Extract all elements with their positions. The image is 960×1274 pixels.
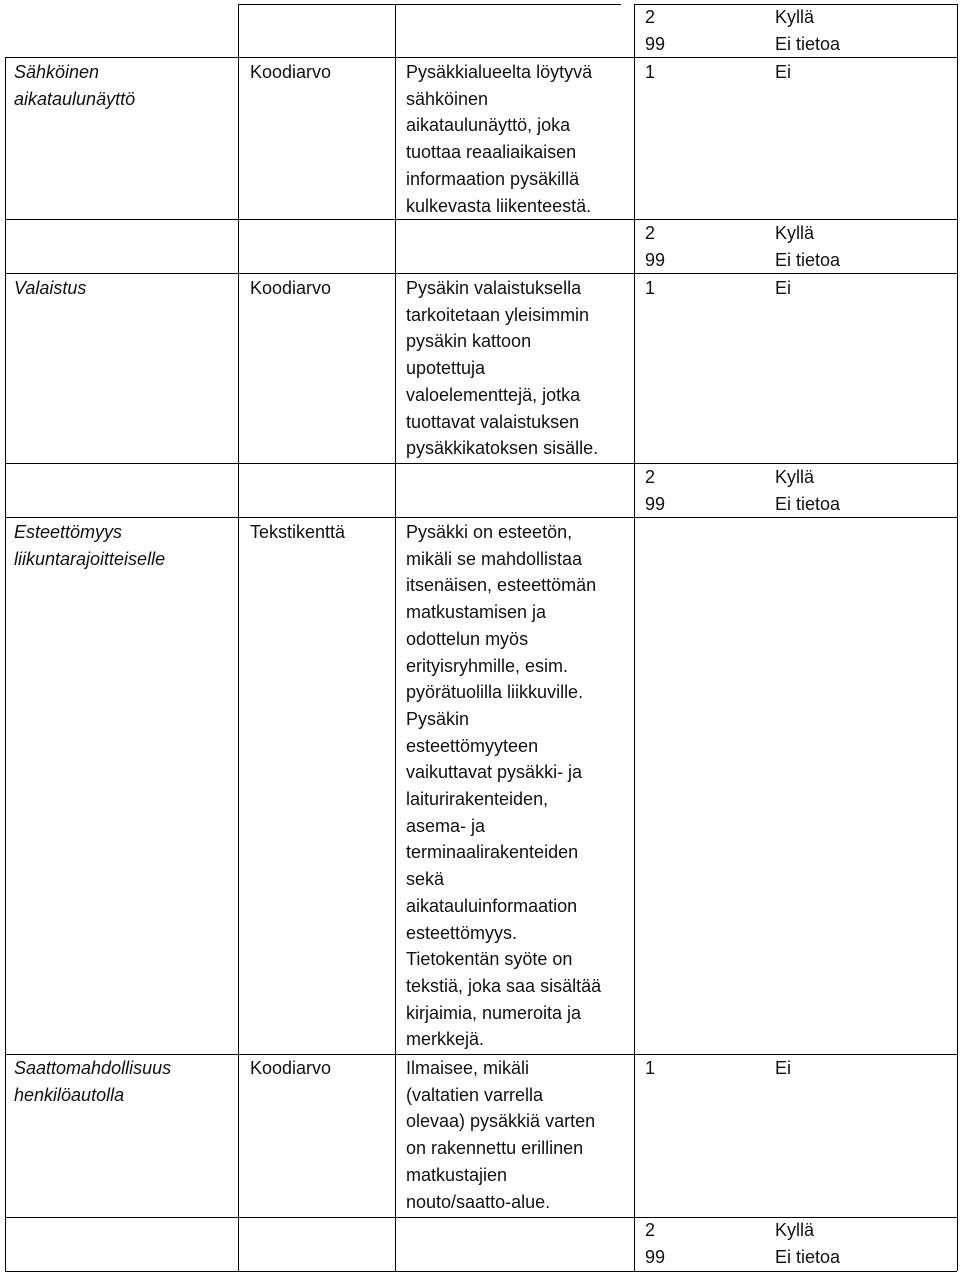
- attribute-description: Pysäkin valaistuksella tarkoitetaan yleisimmin pysäkin kattoon upotettuja valoelementtejä, jotka tuottavat valaistuksen pysäkkikatoksen sisälle.: [406, 278, 599, 459]
- attribute-type: Tekstikenttä: [250, 522, 346, 542]
- code-number: 1: [645, 1058, 656, 1078]
- table-border: [395, 4, 396, 1271]
- code-label: Ei tietoa: [775, 1247, 841, 1267]
- code-number: 2: [645, 1220, 656, 1240]
- attribute-type: Koodiarvo: [250, 278, 332, 298]
- attribute-name: Esteettömyys liikuntarajoitteiselle: [14, 522, 166, 569]
- attribute-name: Saattomahdollisuus henkilöautolla: [14, 1058, 172, 1105]
- table-border: [5, 1217, 957, 1218]
- code-label: Kyllä: [775, 223, 815, 243]
- table-border: [634, 4, 635, 1271]
- code-label: Ei tietoa: [775, 250, 841, 270]
- code-label: Kyllä: [775, 7, 815, 27]
- code-label: Kyllä: [775, 467, 815, 487]
- attribute-type: Koodiarvo: [250, 1058, 332, 1078]
- code-number: 1: [645, 278, 656, 298]
- code-label: Ei tietoa: [775, 34, 841, 54]
- code-label: Ei: [775, 62, 792, 82]
- code-label: Ei: [775, 278, 792, 298]
- attribute-type: Koodiarvo: [250, 62, 332, 82]
- code-label: Ei tietoa: [775, 494, 841, 514]
- code-number: 1: [645, 62, 656, 82]
- table-border: [5, 463, 957, 464]
- attribute-description: Pysäkkialueelta löytyvä sähköinen aikataulunäyttö, joka tuottaa reaaliaikaisen informaation pysäkillä kulkevasta liikenteestä.: [406, 62, 593, 216]
- attribute-description: Pysäkki on esteetön, mikäli se mahdollistaa itsenäisen, esteettömän matkustamisen ja odottelun myös erityisryhmille, esim. pyörätuolilla liikkuville. Pysäkin esteettömyyteen vaikuttavat pysäkki- ja laiturirakenteiden, asema- ja terminaalirakenteiden sekä aikatauluinformaation esteettömyys. Tietokentän syöte on tekstiä, joka saa sisältää kirjaimia, numeroita ja merkkejä.: [406, 522, 602, 1050]
- table-border: [238, 4, 621, 5]
- code-number: 99: [645, 494, 666, 514]
- code-number: 99: [645, 250, 666, 270]
- table-border: [957, 4, 958, 1271]
- code-number: 2: [645, 7, 656, 27]
- code-number: 2: [645, 223, 656, 243]
- code-number: 99: [645, 1247, 666, 1267]
- attribute-name: Sähköinen aikataulunäyttö: [14, 62, 136, 109]
- table-border: [238, 4, 239, 1271]
- table-border: [5, 57, 6, 1271]
- table-border: [5, 1271, 957, 1272]
- code-number: 2: [645, 467, 656, 487]
- code-label: Ei: [775, 1058, 792, 1078]
- attribute-description: Ilmaisee, mikäli (valtatien varrella olevaa) pysäkkiä varten on rakennettu erillinen matkustajien nouto/saatto-alue.: [406, 1058, 596, 1212]
- code-label: Kyllä: [775, 1220, 815, 1240]
- code-number: 99: [645, 34, 666, 54]
- attribute-name: Valaistus: [14, 278, 87, 298]
